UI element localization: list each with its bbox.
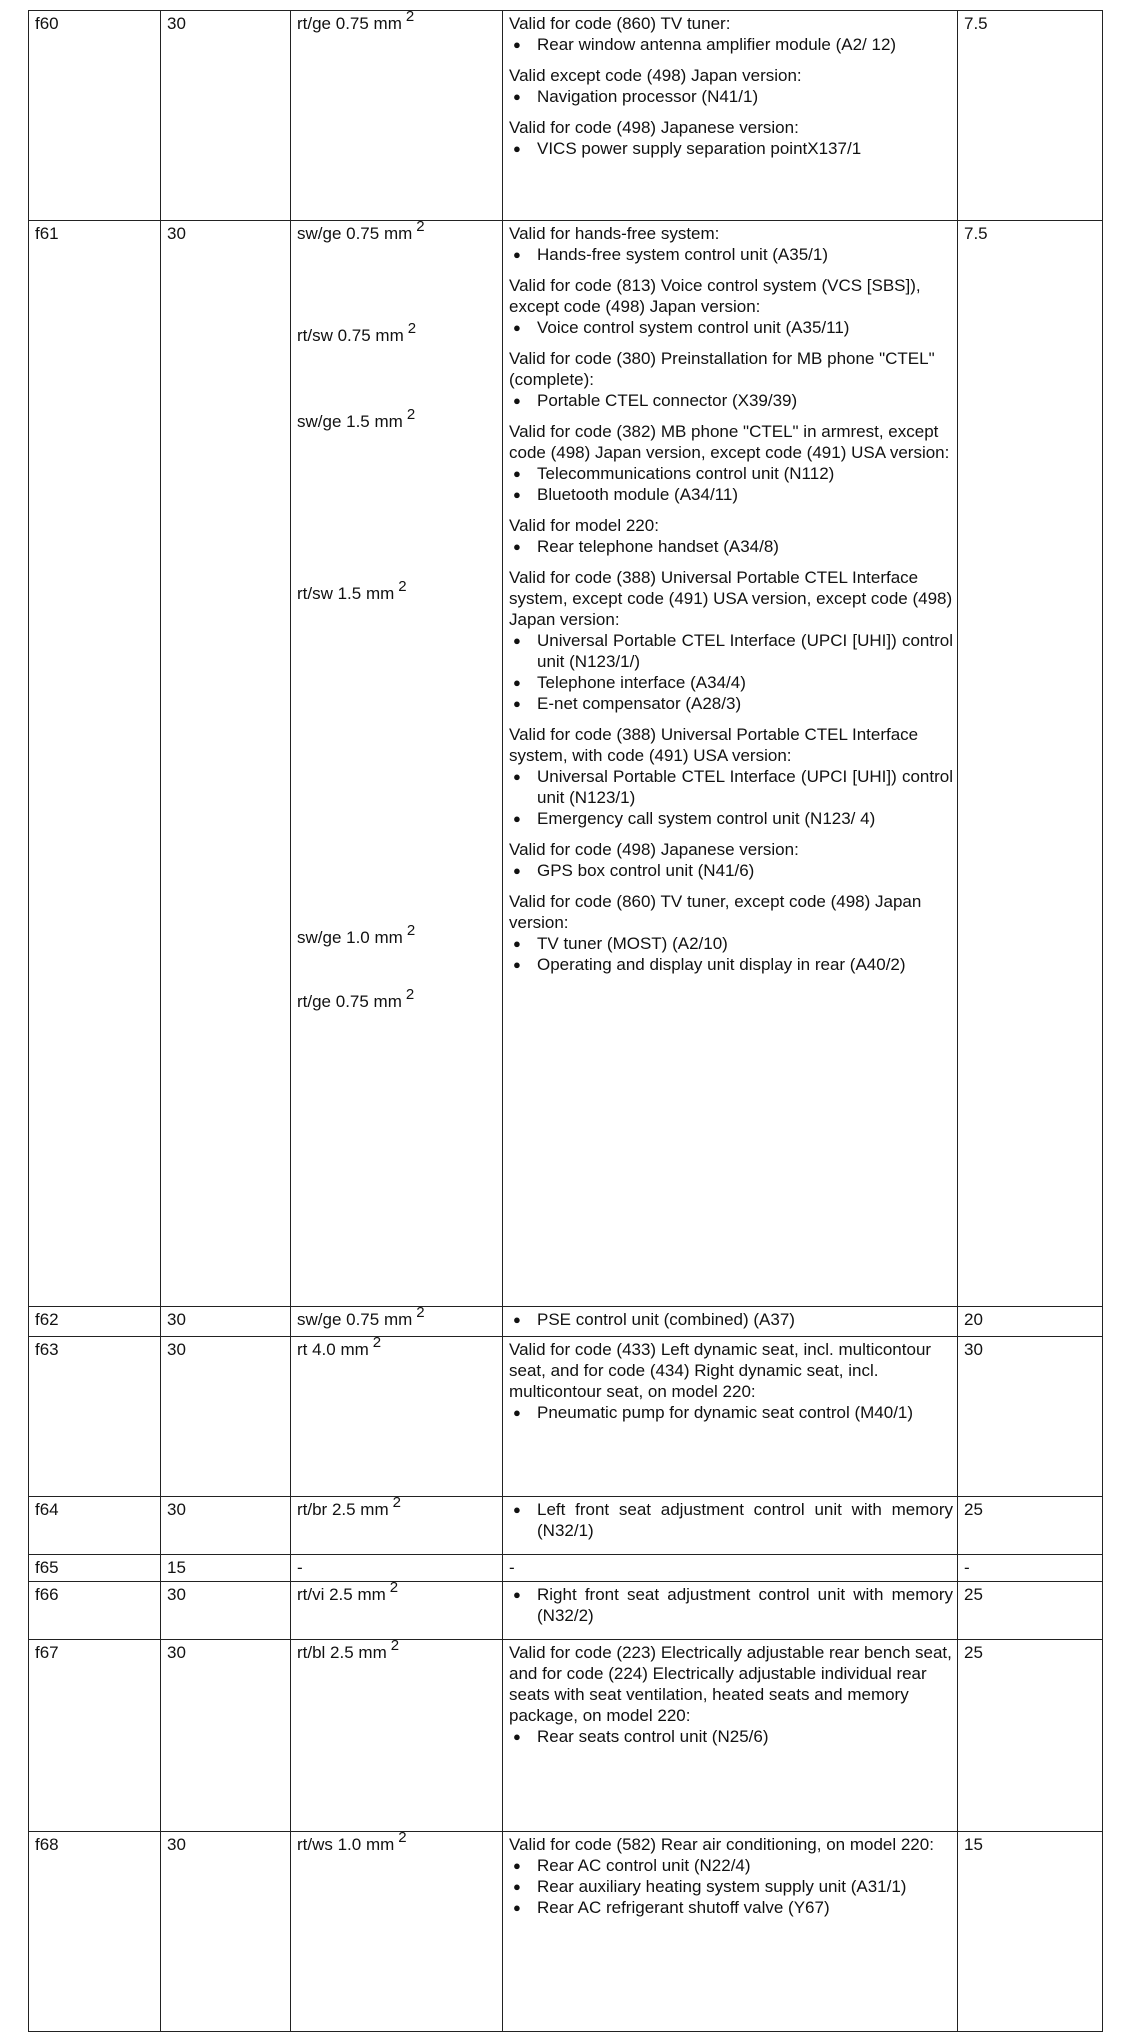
validity-condition: Valid for code (433) Left dynamic seat, incl. multicontour seat, and for code (434) Right dynamic seat, incl. multicontour seat, on model 220: bbox=[509, 1340, 932, 1401]
wire-cross-section-exponent: 2 bbox=[389, 1581, 399, 1596]
consumer-item: ● Left front seat adjustment control unit with memory (N32/1) bbox=[509, 1499, 953, 1541]
wire-spec-text: rt/bl 2.5 mm bbox=[297, 1643, 387, 1662]
wire-cell bbox=[291, 1497, 503, 1555]
terminal-cell: 30 bbox=[161, 1307, 291, 1337]
wire-spec bbox=[297, 1496, 498, 1521]
terminal-cell: 30 bbox=[161, 1582, 291, 1640]
wire-cell bbox=[291, 1582, 503, 1640]
consumer-item: ● Telephone interface (A34/4) bbox=[509, 672, 953, 693]
consumer-item: ● Rear auxiliary heating system supply unit (A31/1) bbox=[509, 1876, 953, 1897]
validity-condition: Valid for code (860) TV tuner: bbox=[509, 14, 731, 33]
consumer-item: ● Right front seat adjustment control unit with memory (N32/2) bbox=[509, 1584, 953, 1626]
consumer-item: ● Bluetooth module (A34/11) bbox=[509, 484, 953, 505]
consumer-item: ● PSE control unit (combined) (A37) bbox=[509, 1309, 953, 1330]
terminal-cell: 15 bbox=[161, 1555, 291, 1582]
wire-spec-text: sw/ge 1.0 mm bbox=[297, 928, 403, 947]
validity-condition: Valid except code (498) Japan version: bbox=[509, 66, 802, 85]
wire-cross-section-exponent: 2 bbox=[392, 1496, 401, 1511]
amperage-cell: 7.5 bbox=[958, 221, 1103, 1307]
consumer-item: ● Telecommunications control unit (N112) bbox=[509, 463, 953, 484]
wire-cell bbox=[291, 221, 503, 1307]
consumer-list bbox=[509, 1499, 953, 1541]
consumer-list bbox=[509, 1584, 953, 1626]
validity-group bbox=[509, 515, 953, 557]
consumer-cell bbox=[503, 1640, 958, 1832]
terminal-cell: 30 bbox=[161, 1640, 291, 1832]
table-row bbox=[29, 1307, 1103, 1337]
consumer-cell bbox=[503, 1582, 958, 1640]
amperage-cell: 25 bbox=[958, 1640, 1103, 1832]
wire-spec-text: rt/sw 0.75 mm bbox=[297, 326, 404, 345]
amperage-cell: - bbox=[958, 1555, 1103, 1582]
consumer-cell bbox=[503, 1337, 958, 1497]
empty-dash: - bbox=[509, 1558, 515, 1577]
wire-cross-section-exponent: 2 bbox=[406, 922, 416, 939]
wire-spec-text: sw/ge 1.5 mm bbox=[297, 412, 403, 431]
wire-spec bbox=[297, 922, 498, 949]
consumer-cell bbox=[503, 11, 958, 221]
fuse-number-cell: f60 bbox=[29, 11, 161, 221]
fuse-table bbox=[28, 10, 1103, 2032]
wire-cross-section-exponent: 2 bbox=[405, 10, 415, 25]
wire-cross-section-exponent: 2 bbox=[398, 578, 407, 595]
validity-group bbox=[509, 1584, 953, 1626]
validity-group bbox=[509, 421, 953, 505]
validity-condition: Valid for code (498) Japanese version: bbox=[509, 118, 799, 137]
fuse-number-cell: f61 bbox=[29, 221, 161, 1307]
consumer-item: ● Rear window antenna amplifier module (A2/ 12) bbox=[509, 34, 953, 55]
consumer-item: ● Rear AC control unit (N22/4) bbox=[509, 1855, 953, 1876]
table-row bbox=[29, 221, 1103, 1307]
wire-spec bbox=[297, 1306, 498, 1331]
wire-spec-text: rt/vi 2.5 mm bbox=[297, 1585, 386, 1604]
validity-group bbox=[509, 1309, 953, 1330]
amperage-cell: 15 bbox=[958, 1832, 1103, 2032]
consumer-list bbox=[509, 463, 953, 505]
validity-group bbox=[509, 223, 953, 265]
validity-condition: Valid for model 220: bbox=[509, 516, 659, 535]
terminal-cell: 30 bbox=[161, 1337, 291, 1497]
wire-spec-text: - bbox=[297, 1558, 303, 1577]
validity-group bbox=[509, 1834, 953, 1918]
consumer-item: ● Hands-free system control unit (A35/1) bbox=[509, 244, 953, 265]
wire-spec bbox=[297, 220, 498, 245]
wire-cell bbox=[291, 1337, 503, 1497]
wire-cross-section-exponent: 2 bbox=[416, 1306, 425, 1321]
wire-spec bbox=[297, 578, 498, 605]
wire-cross-section-exponent: 2 bbox=[407, 320, 417, 337]
consumer-item: ● Rear AC refrigerant shutoff valve (Y67) bbox=[509, 1897, 953, 1918]
validity-condition: Valid for code (382) MB phone "CTEL" in armrest, except code (498) Japan version, except code (491) USA version: bbox=[509, 422, 950, 462]
consumer-list bbox=[509, 317, 953, 338]
validity-condition: Valid for code (498) Japanese version: bbox=[509, 840, 799, 859]
wire-cell bbox=[291, 1832, 503, 2032]
table-row bbox=[29, 1640, 1103, 1832]
wire-cell bbox=[291, 1640, 503, 1832]
consumer-list bbox=[509, 933, 953, 975]
wire-spec bbox=[297, 10, 498, 35]
consumer-list bbox=[509, 244, 953, 265]
validity-group bbox=[509, 117, 953, 159]
validity-group bbox=[509, 567, 953, 714]
validity-condition: Valid for code (223) Electrically adjustable rear bench seat, and for code (224) Electrically adjustable individual rear seats with seat ventilation, heated seats and memory package, on model 220: bbox=[509, 1643, 952, 1725]
consumer-list bbox=[509, 860, 953, 881]
consumer-cell bbox=[503, 1497, 958, 1555]
consumer-list bbox=[509, 390, 953, 411]
wire-cell bbox=[291, 1555, 503, 1582]
amperage-cell: 20 bbox=[958, 1307, 1103, 1337]
consumer-list bbox=[509, 86, 953, 107]
wire-cross-section-exponent: 2 bbox=[372, 1336, 382, 1351]
validity-group bbox=[509, 839, 953, 881]
validity-group bbox=[509, 1642, 953, 1747]
wire-spec bbox=[297, 320, 498, 347]
wire-cell bbox=[291, 1307, 503, 1337]
validity-condition: Valid for hands-free system: bbox=[509, 224, 720, 243]
wire-spec bbox=[297, 1557, 498, 1578]
wire-spec-text: rt 4.0 mm bbox=[297, 1340, 369, 1359]
wire-spec bbox=[297, 406, 498, 433]
terminal-cell: 30 bbox=[161, 221, 291, 1307]
consumer-list bbox=[509, 766, 953, 829]
fuse-number-cell: f63 bbox=[29, 1337, 161, 1497]
consumer-cell bbox=[503, 221, 958, 1307]
wire-spec-text: rt/ge 0.75 mm bbox=[297, 992, 402, 1011]
consumer-list bbox=[509, 1309, 953, 1330]
validity-group bbox=[509, 13, 953, 55]
wire-spec-text: rt/br 2.5 mm bbox=[297, 1500, 389, 1519]
wire-spec bbox=[297, 1581, 498, 1606]
fuse-number-cell: f66 bbox=[29, 1582, 161, 1640]
fuse-allocation-document bbox=[28, 10, 1102, 2032]
fuse-number-cell: f65 bbox=[29, 1555, 161, 1582]
validity-group bbox=[509, 65, 953, 107]
consumer-list bbox=[509, 1855, 953, 1918]
validity-condition: Valid for code (813) Voice control system (VCS [SBS]), except code (498) Japan version: bbox=[509, 276, 921, 316]
consumer-cell bbox=[503, 1307, 958, 1337]
validity-group bbox=[509, 348, 953, 411]
consumer-item: ● TV tuner (MOST) (A2/10) bbox=[509, 933, 953, 954]
fuse-table-body bbox=[29, 11, 1103, 2032]
fuse-number-cell: f67 bbox=[29, 1640, 161, 1832]
wire-cross-section-exponent: 2 bbox=[416, 220, 425, 235]
table-row bbox=[29, 1832, 1103, 2032]
table-row bbox=[29, 1497, 1103, 1555]
amperage-cell: 25 bbox=[958, 1582, 1103, 1640]
consumer-list bbox=[509, 1726, 953, 1747]
table-row bbox=[29, 1555, 1103, 1582]
wire-cross-section-exponent: 2 bbox=[406, 406, 416, 423]
consumer-item: ● Navigation processor (N41/1) bbox=[509, 86, 953, 107]
consumer-item: ● Universal Portable CTEL Interface (UPCI [UHI]) control unit (N123/1/) bbox=[509, 630, 953, 672]
validity-group bbox=[509, 275, 953, 338]
wire-spec-text: sw/ge 0.75 mm bbox=[297, 224, 413, 243]
consumer-item: ● E-net compensator (A28/3) bbox=[509, 693, 953, 714]
consumer-item: ● Pneumatic pump for dynamic seat control (M40/1) bbox=[509, 1402, 953, 1423]
terminal-cell: 30 bbox=[161, 1497, 291, 1555]
consumer-list bbox=[509, 536, 953, 557]
fuse-number-cell: f62 bbox=[29, 1307, 161, 1337]
table-row bbox=[29, 1582, 1103, 1640]
validity-group bbox=[509, 1499, 953, 1541]
validity-group bbox=[509, 1339, 953, 1423]
table-row bbox=[29, 1337, 1103, 1497]
consumer-cell bbox=[503, 1832, 958, 2032]
validity-group bbox=[509, 724, 953, 829]
consumer-item: ● Rear telephone handset (A34/8) bbox=[509, 536, 953, 557]
fuse-number-cell: f64 bbox=[29, 1497, 161, 1555]
terminal-cell: 30 bbox=[161, 1832, 291, 2032]
consumer-list bbox=[509, 34, 953, 55]
consumer-item: ● GPS box control unit (N41/6) bbox=[509, 860, 953, 881]
fuse-number-cell: f68 bbox=[29, 1832, 161, 2032]
wire-spec bbox=[297, 1336, 498, 1361]
consumer-item: ● Voice control system control unit (A35/11) bbox=[509, 317, 953, 338]
amperage-cell: 30 bbox=[958, 1337, 1103, 1497]
wire-cross-section-exponent: 2 bbox=[398, 1831, 407, 1846]
wire-spec bbox=[297, 1639, 498, 1664]
consumer-item: ● Rear seats control unit (N25/6) bbox=[509, 1726, 953, 1747]
consumer-item: ● Emergency call system control unit (N123/ 4) bbox=[509, 808, 953, 829]
consumer-item: ● Operating and display unit display in rear (A40/2) bbox=[509, 954, 953, 975]
wire-cross-section-exponent: 2 bbox=[390, 1639, 400, 1654]
terminal-cell: 30 bbox=[161, 11, 291, 221]
consumer-item: ● Universal Portable CTEL Interface (UPCI [UHI]) control unit (N123/1) bbox=[509, 766, 953, 808]
consumer-item: ● Portable CTEL connector (X39/39) bbox=[509, 390, 953, 411]
wire-spec-text: rt/ws 1.0 mm bbox=[297, 1835, 395, 1854]
consumer-list bbox=[509, 138, 953, 159]
wire-cross-section-exponent: 2 bbox=[405, 986, 415, 1003]
wire-spec bbox=[297, 986, 498, 1013]
consumer-cell bbox=[503, 1555, 958, 1582]
validity-condition: Valid for code (582) Rear air conditioning, on model 220: bbox=[509, 1835, 934, 1854]
validity-condition: Valid for code (388) Universal Portable CTEL Interface system, except code (491) USA version, except code (498) Japan version: bbox=[509, 568, 953, 629]
wire-spec bbox=[297, 1831, 498, 1856]
consumer-list bbox=[509, 1402, 953, 1423]
consumer-item: ● VICS power supply separation pointX137/1 bbox=[509, 138, 953, 159]
amperage-cell: 25 bbox=[958, 1497, 1103, 1555]
wire-cell bbox=[291, 11, 503, 221]
wire-spec-text: rt/ge 0.75 mm bbox=[297, 14, 402, 33]
consumer-list bbox=[509, 630, 953, 714]
validity-condition: Valid for code (380) Preinstallation for MB phone "CTEL" (complete): bbox=[509, 349, 935, 389]
amperage-cell: 7.5 bbox=[958, 11, 1103, 221]
validity-condition: Valid for code (860) TV tuner, except code (498) Japan version: bbox=[509, 892, 922, 932]
table-row bbox=[29, 11, 1103, 221]
validity-condition: Valid for code (388) Universal Portable CTEL Interface system, with code (491) USA version: bbox=[509, 725, 919, 765]
wire-spec-text: rt/sw 1.5 mm bbox=[297, 584, 395, 603]
wire-spec-text: sw/ge 0.75 mm bbox=[297, 1310, 413, 1329]
validity-group bbox=[509, 891, 953, 975]
